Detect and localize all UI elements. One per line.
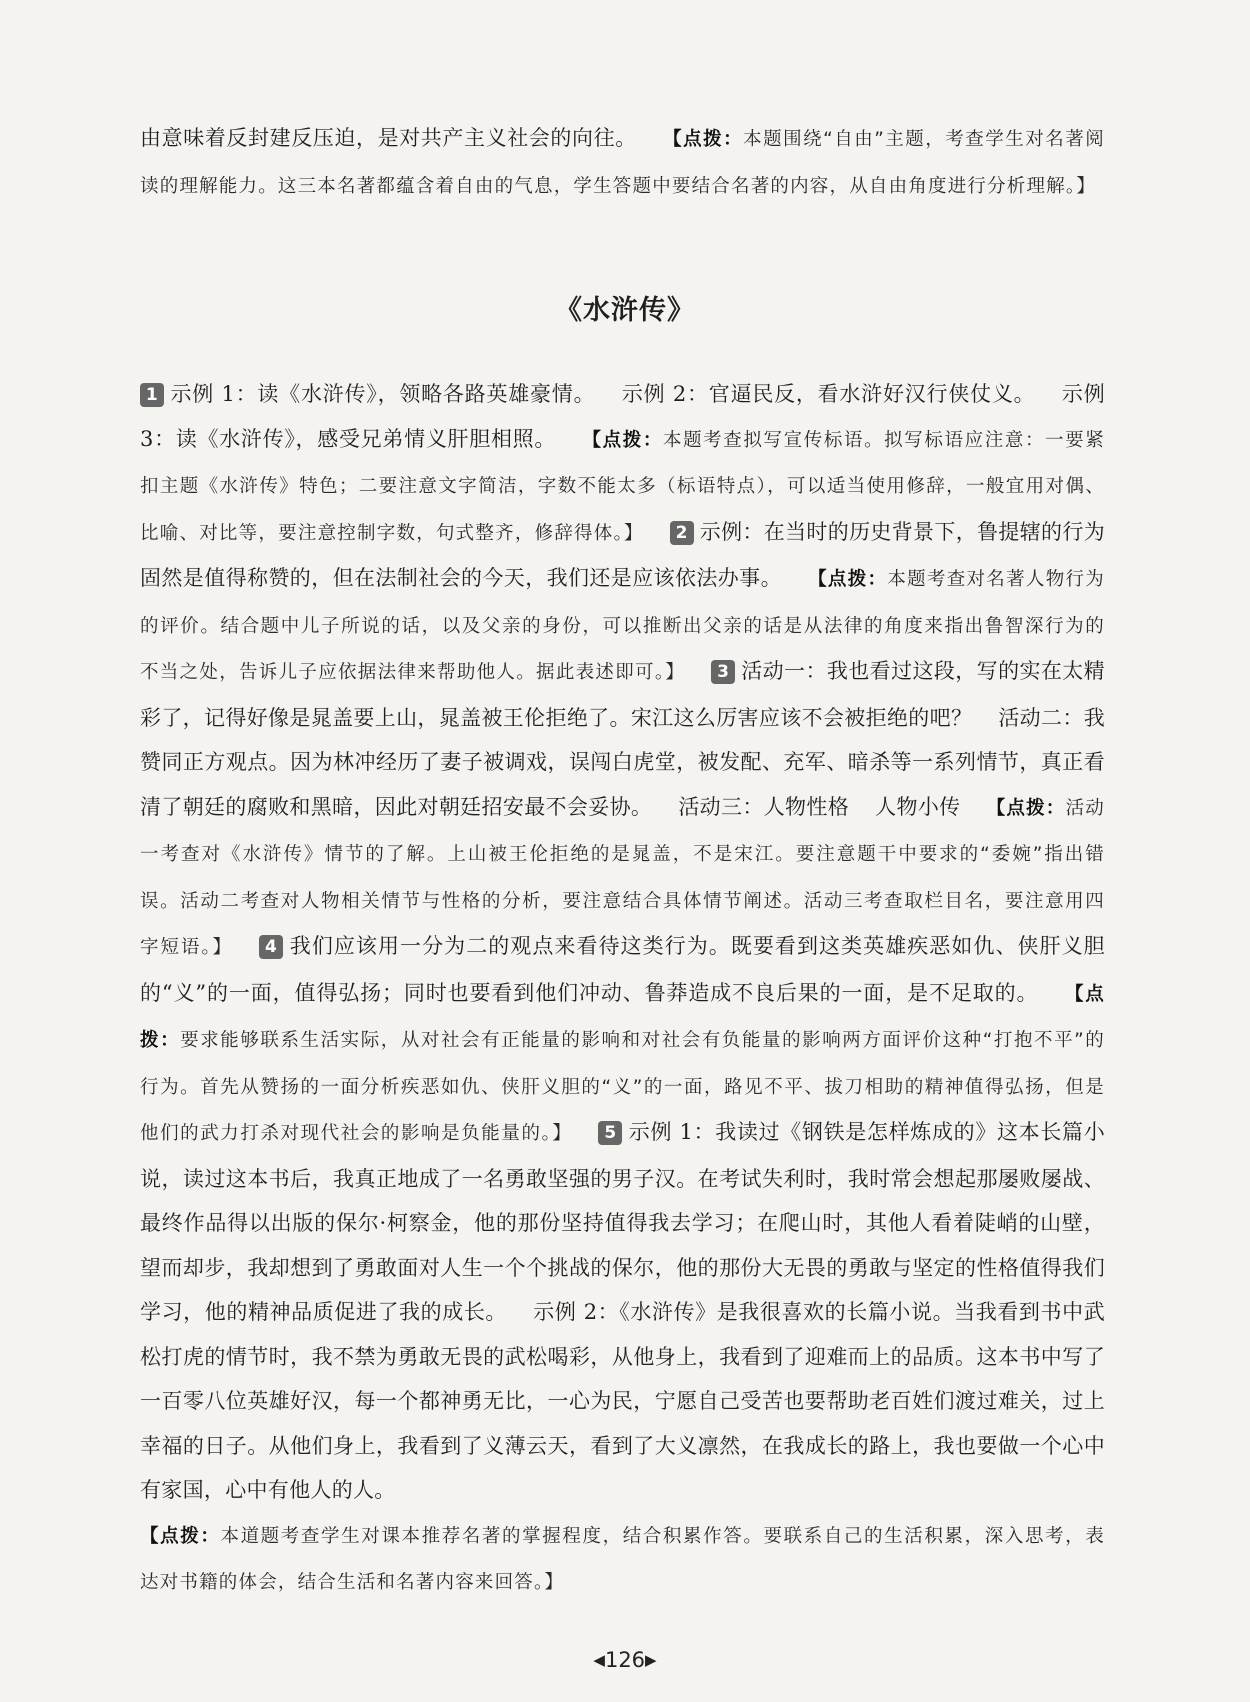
q3-activity-3-post: 人物小传: [875, 794, 961, 819]
q4-note-label: 【点拨：: [140, 983, 1105, 1051]
q5-note-label: 【点拨：: [140, 1525, 221, 1547]
q3-note-label: 【点拨：: [986, 797, 1066, 819]
intro-note-label: 【点拨：: [662, 129, 744, 150]
q3-activity-1: 活动一：我也看过这段，写的实在太精彩了，记得好像是晁盖要上山，晁盖被王伦拒绝了。宋江这么厉害应该不会被拒绝的吧？: [140, 659, 1105, 730]
question-number-2: 2: [670, 521, 694, 545]
question-number-5: 5: [598, 1121, 622, 1145]
q4-answer: 我们应该用一分为二的观点来看待这类行为。既要看到这类英雄疾恶如仇、侠肝义胆的“义”的一面，值得弘扬；同时也要看到他们冲动、鲁莽造成不良后果的一面，是不足取的。: [140, 934, 1105, 1005]
q3-note-text: 活动一考查对《水浒传》情节的了解。上山被王伦拒绝的是晁盖，不是宋江。要注意题干中要求的“委婉”指出错误。活动二考查对人物相关情节与性格的分析，要注意结合具体情节阐述。活动三考查取栏目名，要注意用四字短语。】: [140, 797, 1106, 958]
q2-note-text: 本题考查对名著人物行为的评价。结合题中儿子所说的话，以及父亲的身份，可以推断出父亲的话是从法律的角度来指出鲁智深行为的不当之处，告诉儿子应依据法律来帮助他人。据此表述即可。】: [140, 569, 1106, 683]
intro-text: 由意味着反封建反压迫，是对共产主义社会的向往。: [140, 126, 637, 150]
q5-example-1: 示例 1：我读过《钢铁是怎样炼成的》这本长篇小说，读过这本书后，我真正地成了一名勇敢坚强的男子汉。在考试失利时，我时常会想起那屡败屡战、最终作品得以出版的保尔·柯察金，他的那份坚持值得我去学习；在爬山时，其他人看着陡峭的山壁，望而却步，我却想到了勇敢面对人生一个个挑战的保尔，他的那份大无畏的勇敢与坚定的性格值得我们学习，他的精神品质促进了我的成长。: [140, 1120, 1105, 1324]
triangle-left-icon: ◀: [593, 1651, 605, 1669]
page-number: 126: [604, 1648, 646, 1672]
q2-note-label: 【点拨：: [808, 569, 888, 590]
q1-example-1: 示例 1：读《水浒传》，领略各路英雄豪情。: [170, 382, 596, 406]
section-title: 《水浒传》: [555, 295, 695, 326]
answers-paragraph: [140, 372, 1105, 1606]
question-number-1: 1: [140, 383, 164, 407]
question-number-4: 4: [259, 935, 283, 959]
intro-paragraph: [140, 116, 1105, 209]
question-number-3: 3: [711, 660, 735, 684]
triangle-right-icon: ▶: [645, 1651, 657, 1669]
q1-example-3: 示例 3：读《水浒传》，感受兄弟情义肝胆相照。: [140, 382, 1105, 451]
intro-note-text: 本题围绕“自由”主题，考查学生对名著阅读的理解能力。这三本名著都蕴含着自由的气息，学生答题中要结合名著的内容，从自由角度进行分析理解。】: [140, 129, 1105, 197]
q5-note-text: 本道题考查学生对课本推荐名著的掌握程度，结合积累作答。要联系自己的生活积累，深入思考，表达对书籍的体会，结合生活和名著内容来回答。】: [140, 1525, 1105, 1593]
q1-note-label: 【点拨：: [582, 429, 663, 451]
q3-activity-3-pre: 活动三：人物性格: [678, 794, 850, 819]
q1-example-2: 示例 2：官逼民反，看水浒好汉行侠仗义。: [621, 382, 1036, 406]
q2-answer: 示例：在当时的历史背景下，鲁提辖的行为固然是值得称赞的，但在法制社会的今天，我们还是应该依法办事。: [140, 519, 1106, 590]
q3-activity-2: 活动二：我赞同正方观点。因为林冲经历了妻子被调戏，误闯白虎堂，被发配、充军、暗杀等一系列情节，真正看清了朝廷的腐败和黑暗，因此对朝廷招安最不会妥协。: [140, 705, 1106, 819]
q1-note-text: 本题考查拟写宣传标语。拟写标语应注意：一要紧扣主题《水浒传》特色；二要注意文字简洁，字数不能太多（标语特点），可以适当使用修辞，一般宜用对偶、比喻、对比等，要注意控制字数，句式整齐，修辞得体。】: [140, 429, 1105, 544]
page-footer: [0, 1648, 1250, 1672]
q5-example-2: 示例 2：《水浒传》是我很喜欢的长篇小说。当我看到书中武松打虎的情节时，我不禁为勇敢无畏的武松喝彩，从他身上，我看到了迎难而上的品质。这本书中写了一百零八位英雄好汉，每一个都神勇无比，一心为民，宁愿自己受苦也要帮助老百姓们渡过难关，过上幸福的日子。从他们身上，我看到了义薄云天，看到了大义凛然，在我成长的路上，我也要做一个心中有家国，心中有他人的人。: [140, 1300, 1105, 1502]
q4-note-text: 要求能够联系生活实际，从对社会有正能量的影响和对社会有负能量的影响两方面评价这种“打抱不平”的行为。首先从赞扬的一面分析疾恶如仇、侠肝义胆的“义”的一面，路见不平、拔刀相助的精神值得弘扬，但是他们的武力打杀对现代社会的影响是负能量的。】: [140, 1030, 1105, 1144]
